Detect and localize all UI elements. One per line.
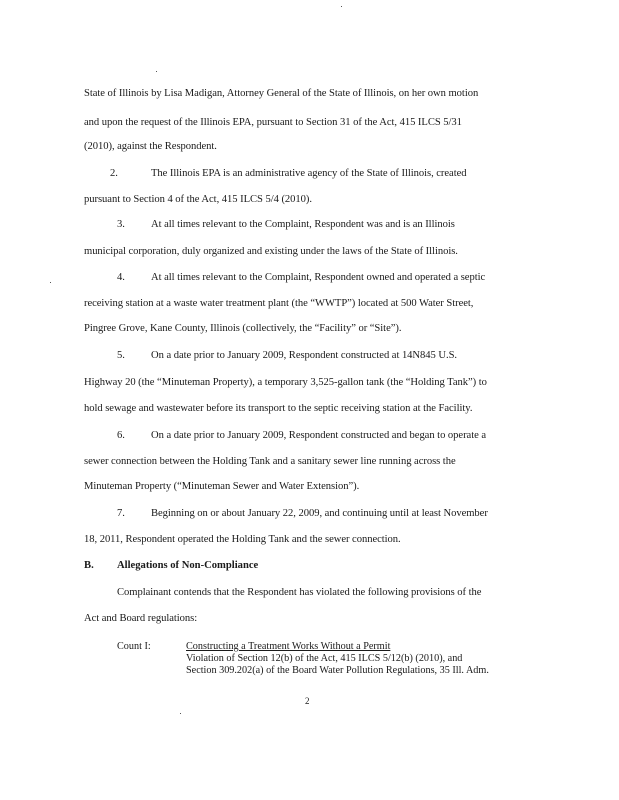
text-line: and upon the request of the Illinois EPA, pursuant to Section 31 of the Act, 415 ILCS 5/31 — [84, 117, 462, 128]
paragraph-number: 2. — [110, 168, 118, 179]
count-text-line: Section 309.202(a) of the Board Water Pollution Regulations, 35 Ill. Adm. — [186, 665, 489, 676]
count-text-line: Violation of Section 12(b) of the Act, 415 ILCS 5/12(b) (2010), and — [186, 653, 463, 664]
text-line: Highway 20 (the “Minuteman Property), a temporary 3,525-gallon tank (the “Holding Tank”) to — [84, 377, 487, 388]
text-line: Beginning on or about January 22, 2009, and continuing until at least November — [151, 508, 488, 519]
count-label: Count I: — [117, 641, 151, 652]
text-line: At all times relevant to the Complaint, Respondent owned and operated a septic — [151, 272, 486, 283]
section-letter: B. — [84, 560, 94, 571]
text-line: receiving station at a waste water treatment plant (the “WWTP”) located at 500 Water Street, — [84, 298, 474, 309]
paragraph-number: 5. — [117, 350, 125, 361]
scan-speck — [156, 71, 157, 72]
section-heading: Allegations of Non-Compliance — [117, 560, 259, 571]
text-line: sewer connection between the Holding Tank and a sanitary sewer line running across the — [84, 456, 456, 467]
text-line: Minuteman Property (“Minuteman Sewer and Water Extension”). — [84, 481, 360, 492]
text-line: Act and Board regulations: — [84, 613, 198, 624]
text-line: The Illinois EPA is an administrative agency of the State of Illinois, created — [151, 168, 467, 179]
text-line: (2010), against the Respondent. — [84, 141, 217, 152]
text-line: pursuant to Section 4 of the Act, 415 ILCS 5/4 (2010). — [84, 194, 312, 205]
paragraph-number: 4. — [117, 272, 125, 283]
paragraph-number: 7. — [117, 508, 125, 519]
scan-speck — [180, 713, 181, 714]
text-line: Complainant contends that the Respondent has violated the following provisions of the — [117, 587, 482, 598]
text-line: Pingree Grove, Kane County, Illinois (collectively, the “Facility” or “Site”). — [84, 323, 402, 334]
paragraph-number: 3. — [117, 219, 125, 230]
text-line: hold sewage and wastewater before its transport to the septic receiving station at the Facility. — [84, 403, 473, 414]
scan-speck — [341, 6, 342, 7]
text-line: municipal corporation, duly organized and existing under the laws of the State of Illinois. — [84, 246, 458, 257]
text-line: At all times relevant to the Complaint, Respondent was and is an Illinois — [151, 219, 455, 230]
count-title: Constructing a Treatment Works Without a Permit — [186, 641, 391, 652]
text-line: On a date prior to January 2009, Respondent constructed and began to operate a — [151, 430, 486, 441]
page-number: 2 — [305, 696, 310, 706]
paragraph-number: 6. — [117, 430, 125, 441]
text-line: 18, 2011, Respondent operated the Holding Tank and the sewer connection. — [84, 534, 401, 545]
scan-speck — [50, 282, 51, 283]
text-line: State of Illinois by Lisa Madigan, Attorney General of the State of Illinois, on her own motion — [84, 88, 479, 99]
text-line: On a date prior to January 2009, Respondent constructed at 14N845 U.S. — [151, 350, 458, 361]
